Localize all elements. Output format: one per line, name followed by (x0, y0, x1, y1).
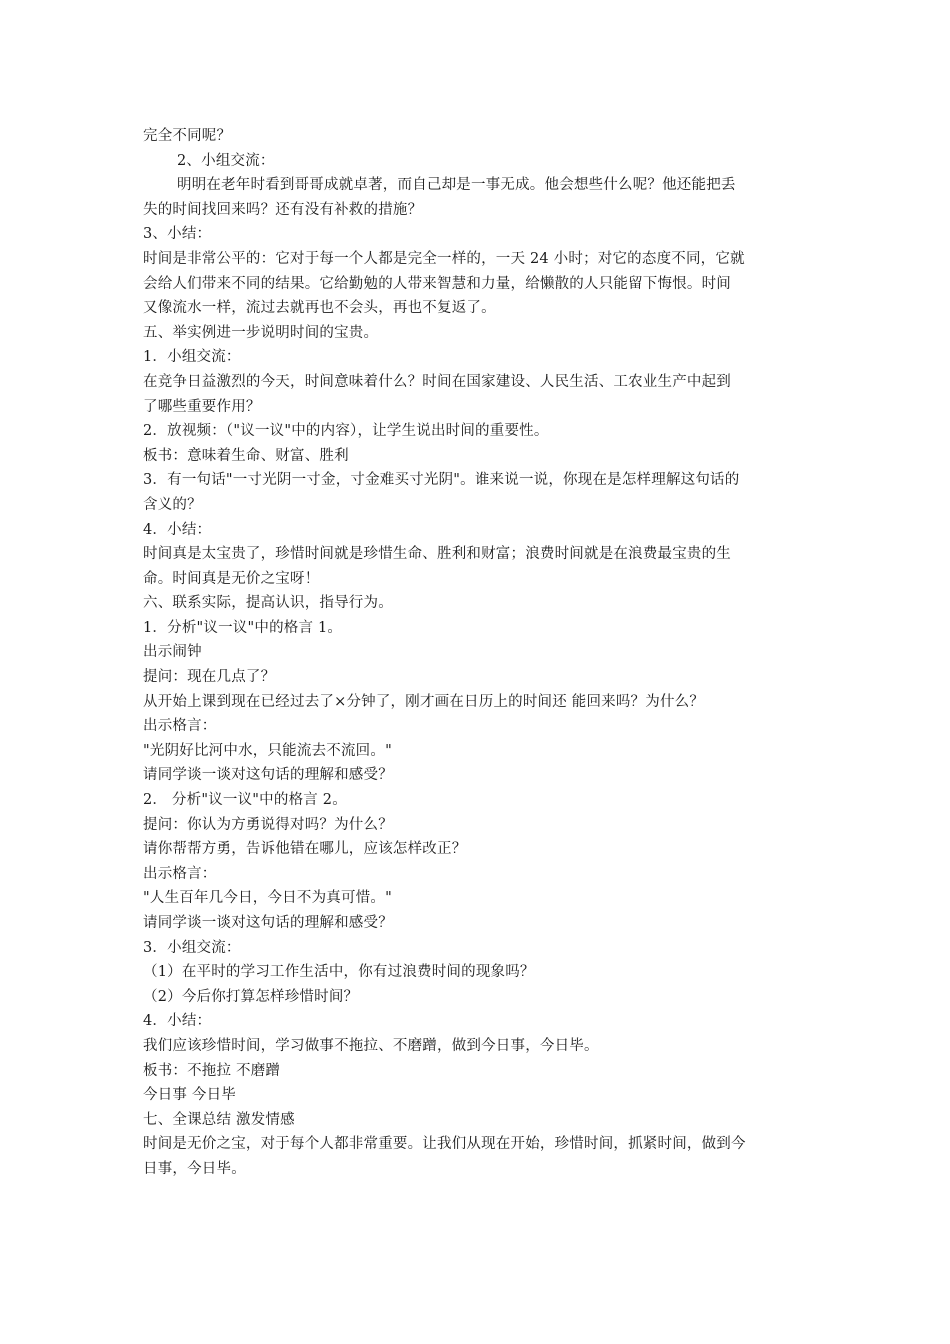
text-line: 请你帮帮方勇，告诉他错在哪儿，应该怎样改正？ (143, 841, 467, 858)
text-line: 时间是无价之宝，对于每个人都非常重要。让我们从现在开始，珍惜时间，抓紧时间，做到今 (143, 1136, 746, 1153)
text-line: 请同学谈一谈对这句话的理解和感受？ (143, 915, 393, 931)
text-line: "人生百年几今日，今日不为真可惜。" (143, 890, 392, 907)
text-line: 提问：现在几点了？ (143, 669, 276, 686)
text-line: 板书：意味着生命、财富、胜利 (143, 447, 349, 464)
text-line: （1）在平时的学习工作生活中，你有过浪费时间的现象吗？ (143, 964, 535, 981)
text-line: 出示格言： (143, 718, 217, 735)
text-line: 日事，今日毕。 (143, 1160, 246, 1177)
text-line: 明明在老年时看到哥哥成就卓著，而自己却是一事无成。他会想些什么呢？他还能把丢 (177, 177, 736, 194)
text-line: 会给人们带来不同的结果。它给勤勉的人带来智慧和力量，给懒散的人只能留下悔恨。时间 (143, 275, 731, 292)
text-line: 1．分析"议一议"中的格言 1。 (143, 619, 343, 636)
text-line: 在竞争日益激烈的今天，时间意味着什么？时间在国家建设、人民生活、工农业生产中起到 (143, 373, 731, 390)
text-line: "光阴好比河中水，只能流去不流回。" (143, 742, 392, 759)
text-line: 2． 分析"议一议"中的格言 2。 (143, 792, 347, 809)
text-line: 又像流水一样，流过去就再也不会头，再也不复返了。 (143, 300, 496, 317)
text-line: 我们应该珍惜时间，学习做事不拖拉、不磨蹭，做到今日事，今日毕。 (143, 1037, 599, 1054)
text-line: 2．放视频：（"议一议"中的内容），让学生说出时间的重要性。 (143, 423, 549, 440)
text-line: 4．小结： (143, 521, 212, 538)
text-line: 3．有一句话"一寸光阴一寸金，寸金难买寸光阴"。谁来说一说，你现在是怎样理解这句话的 (143, 472, 740, 489)
text-line: 七、全课总结 激发情感 (143, 1111, 295, 1128)
text-line: 六、联系实际，提高认识，指导行为。 (143, 595, 393, 612)
text-line: 请同学谈一谈对这句话的理解和感受？ (143, 767, 393, 784)
text-line: 五、举实例进一步说明时间的宝贵。 (143, 324, 379, 341)
text-line: （2）今后你打算怎样珍惜时间？ (143, 988, 359, 1005)
text-line: 时间是非常公平的：它对于每一个人都是完全一样的，一天 24 小时；对它的态度不同，它就 (143, 250, 745, 267)
document-body (143, 124, 813, 1182)
text-line: 板书：不拖拉 不磨蹭 (143, 1062, 281, 1079)
text-line: 了哪些重要作用？ (143, 398, 261, 415)
text-line: 3、小结： (143, 226, 212, 243)
text-line: 完全不同呢？ (143, 128, 232, 144)
text-line: 含义的？ (143, 496, 202, 513)
text-line: 失的时间找回来吗？还有没有补救的措施？ (143, 201, 423, 218)
text-line: 从开始上课到现在已经过去了×分钟了，刚才画在日历上的时间还 能回来吗？为什么？ (143, 693, 705, 710)
text-line: 今日事 今日毕 (143, 1087, 237, 1104)
text-line: 出示格言： (143, 865, 217, 882)
text-line: 出示闹钟 (143, 644, 202, 661)
text-line: 命。时间真是无价之宝呀！ (143, 570, 320, 587)
text-line: 提问：你认为方勇说得对吗？为什么？ (143, 816, 393, 833)
text-line: 2、小组交流： (177, 152, 275, 169)
text-line: 时间真是太宝贵了，珍惜时间就是珍惜生命、胜利和财富；浪费时间就是在浪费最宝贵的生 (143, 546, 731, 563)
text-line: 4．小结： (143, 1013, 212, 1030)
text-line: 3．小组交流： (143, 939, 241, 956)
text-line: 1．小组交流： (143, 349, 241, 366)
